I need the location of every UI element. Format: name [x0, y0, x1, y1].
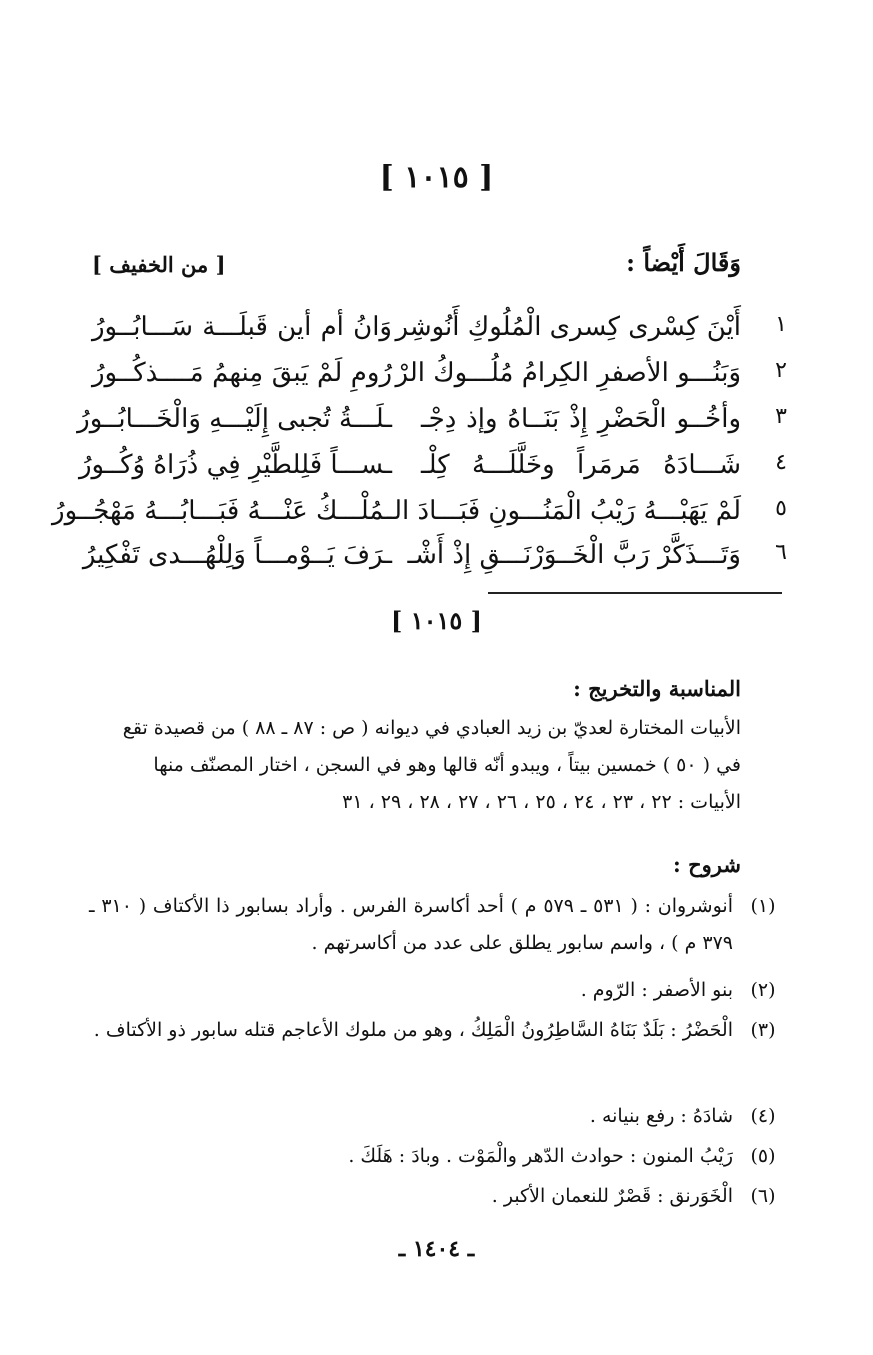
verse-second-hemistich: ـمُلْـــكُ عَنْـــهُ فَبَـــابُـــهُ مَهْجُــورُ [52, 496, 392, 526]
verse-number: ٤ [775, 450, 787, 475]
note-text: أنوشروان : ( ٥٣١ ـ ٥٧٩ م ) أحد أكاسرة الفرس . وأراد بسابور ذا الأكتاف ( ٣١٠ ـ ٣٧٩ م ) ، واسم سابور يطلق على عدد من أكاسرتهم . [89, 895, 733, 954]
note-number: (٤) [750, 1105, 776, 1127]
note-number: (٥) [750, 1145, 776, 1167]
verse-number: ٥ [775, 496, 787, 521]
verse-second-hemistich: ـلَـــةُ تُجبى إِلَيْـــهِ وَالْخَـــابُــورُ [77, 404, 392, 434]
verse-number: ٦ [775, 540, 787, 565]
notes-heading: شروح : [673, 852, 741, 877]
verse-number: ٣ [775, 404, 787, 429]
note-text: الْحَضْرُ : بَلَدٌ بَنَاهُ السَّاطِرُونُ الْمَلِكُ ، وهو من ملوك الأعاجم قتله سابور ذو الأكتاف . [93, 1019, 733, 1041]
verse-row [0, 312, 873, 364]
note-item [89, 972, 783, 1009]
note-item [89, 1012, 783, 1049]
verse-first-hemistich: شَـــادَهُ مَرمَراً وخَلَّلَـــهُ كِلْـ [421, 450, 741, 480]
verse-first-hemistich: لَمْ يَهَبْـــهُ رَيْبُ الْمَنُـــونِ فَبَـــادَ الـ [386, 496, 741, 526]
note-number: (١) [750, 895, 776, 917]
occasion-line: الأبيات المختارة لعديّ بن زيد العبادي في ديوانه ( ص : ٨٧ ـ ٨٨ ) من قصيدة تقع [122, 717, 741, 739]
verse-row [0, 450, 873, 502]
poem-number-heading: [ ١٠١٥ ] [379, 160, 494, 195]
verse-first-hemistich: وَتَـــذَكَّرْ رَبَّ الْخَــوَرْنَـــقِ إِذْ أَشْـ [407, 540, 741, 570]
verse-row [0, 540, 873, 592]
section-divider [488, 592, 782, 594]
note-item [89, 888, 783, 962]
page-number: ـ ١٤٠٤ ـ [398, 1236, 475, 1262]
note-number: (٦) [750, 1185, 776, 1207]
note-text: الْخَوَرنق : قَصْرٌ للنعمان الأكبر . [491, 1185, 733, 1207]
note-text: بنو الأصفر : الرّوم . [580, 979, 733, 1001]
verse-first-hemistich: وأخُــو الْحَضْرِ إِذْ بَنَــاهُ وإذ دِجْـ [421, 404, 741, 434]
verse-second-hemistich: رُومِ لَمْ يَبقَ مِنهمُ مَــــذكُــورُ [92, 358, 392, 388]
occasion-paragraph [91, 710, 741, 821]
verse-number: ١ [775, 312, 787, 337]
verse-second-hemistich: ـرَفَ يَــوْمـــاً وَلِلْهُـــدى تَفْكِيرُ [82, 540, 392, 570]
verse-second-hemistich: وَانُ أم أين قَبلَـــة سَـــابُــورُ [92, 312, 392, 342]
poem-intro: وَقَالَ أَيْضاً : [626, 248, 741, 277]
verse-number: ٢ [775, 358, 787, 383]
verse-second-hemistich: ـســـاً فَلِلطَّيْرِ فِي ذُرَاهُ وُكُــورُ [78, 450, 392, 480]
note-item [89, 1098, 783, 1135]
note-number: (٣) [750, 1019, 776, 1041]
note-number: (٢) [750, 979, 776, 1001]
commentary-number-heading: [ ١٠١٥ ] [391, 606, 482, 635]
verse-row [0, 404, 873, 456]
verse-first-hemistich: وَبَنُـــو الأصفرِ الكِرامُ مُلُـــوكُ الرْ [395, 358, 741, 388]
occasion-heading: المناسبة والتخريج : [573, 676, 741, 701]
verse-first-hemistich: أَيْنَ كِسْرى كِسرى الْمُلُوكِ أَنُوشِر [395, 312, 741, 342]
note-text: رَيْبُ المنون : حوادث الدّهر والْمَوْت . وبادَ : هَلَكَ . [348, 1145, 733, 1167]
occasion-line: في ( ٥٠ ) خمسين بيتاً ، ويبدو أنّه قالها وهو في السجن ، اختار المصنّف منها [153, 754, 741, 776]
poem-meter: [ من الخفيف ] [92, 252, 226, 277]
note-item [89, 1138, 783, 1175]
note-text: شادَهُ : رفع بنيانه . [589, 1105, 733, 1127]
note-item [89, 1178, 783, 1215]
occasion-line: الأبيات : ٢٢ ، ٢٣ ، ٢٤ ، ٢٥ ، ٢٦ ، ٢٧ ، ٢٨ ، ٢٩ ، ٣١ [342, 791, 741, 813]
verse-row [0, 358, 873, 410]
